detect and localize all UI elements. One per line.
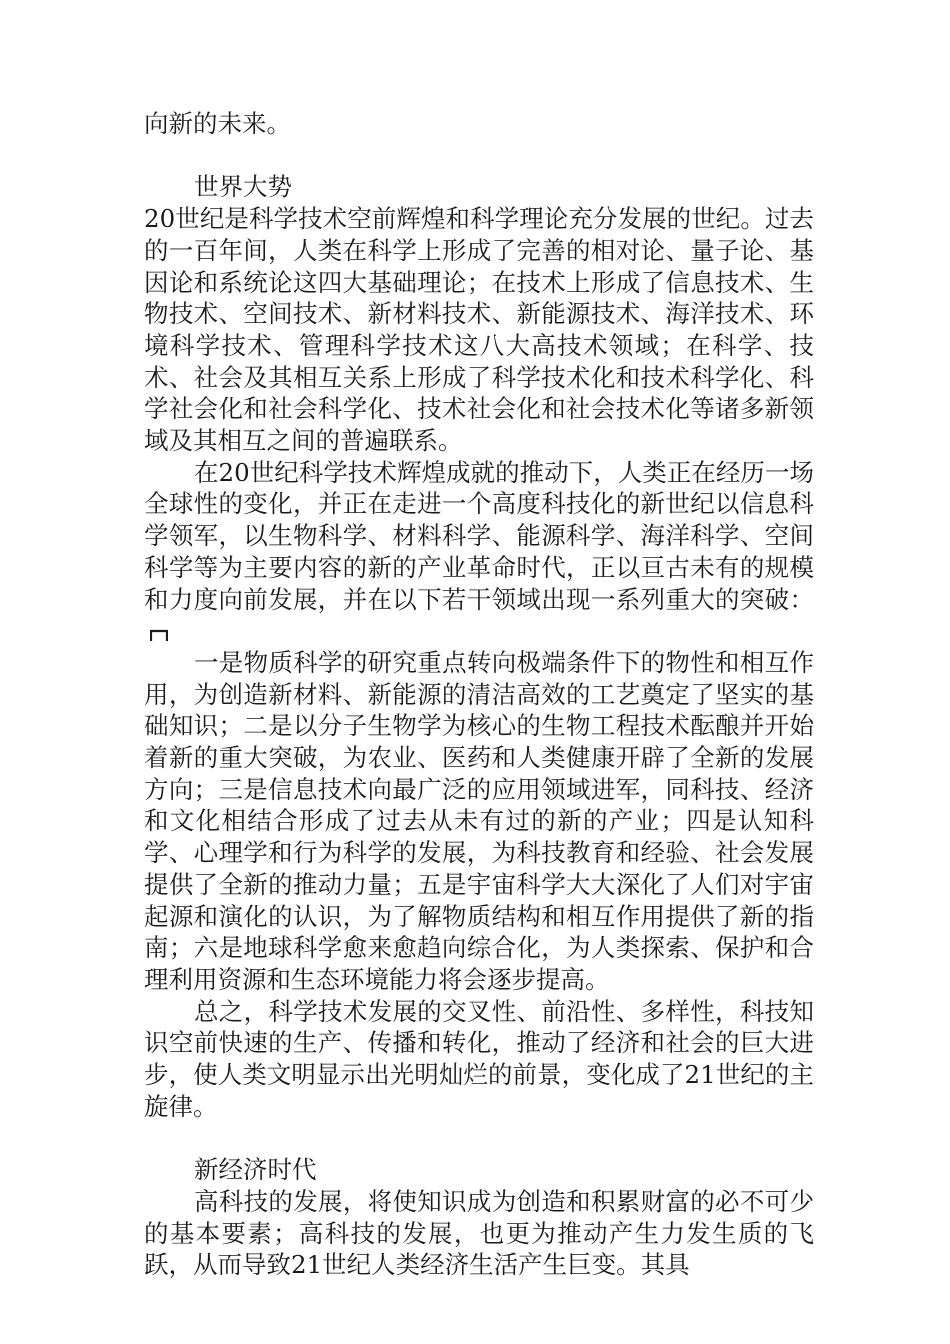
paragraph-conclusion: 总之，科学技术发展的交叉性、前沿性、多样性，科技知识空前快速的生产、传播和转化，推动了经济和社会的巨大进步，使人类文明显示出光明灿烂的前景，变化成了21世纪的主旋律。	[144, 996, 814, 1121]
paragraph-gap	[144, 1122, 814, 1154]
text-cursor-icon	[150, 628, 168, 642]
section-heading-world-trend: 世界大势	[194, 172, 292, 202]
opening-line: 向新的未来。	[144, 109, 291, 138]
paragraph-global-change-text: 在20世纪科学技术辉煌成就的推动下，人类正在经历一场全球性的变化，并正在走进一个高度科技化的新世纪以信息科学领军，以生物科学、材料科学、能源科学、海洋科学、空间科学等为主要内容的新的产业革命时代，正以亘古未有的规模和力度向前发展，并在以下若干领域出现一系列重大的突破：	[144, 457, 814, 614]
document-body	[144, 108, 814, 1281]
section-heading-new-economy: 新经济时代	[194, 1155, 317, 1185]
paragraph-breakthroughs: 一是物质科学的研究重点转向极端条件下的物性和相互作用，为创造新材料、新能源的清洁高效的工艺奠定了坚实的基础知识；二是以分子生物学为核心的生物工程技术酝酿并开始着新的重大突破，为农业、医药和人类健康开辟了全新的发展方向；三是信息技术向最广泛的应用领域进军，同科技、经济和文化相结合形成了过去从未有过的新的产业；四是认知科学、心理学和行为科学的发展，为科技教育和经验、社会发展提供了全新的推动力量；五是宇宙科学大大深化了人们对宇宙起源和演化的认识，为了解物质结构和相互作用提供了新的指南；六是地球科学愈来愈趋向综合化，为人类探索、保护和合理利用资源和生态环境能力将会逐步提高。	[144, 647, 814, 994]
paragraph-global-change	[144, 457, 814, 647]
paragraph-high-tech: 高科技的发展，将使知识成为创造和积累财富的必不可少的基本要素；高科技的发展，也更为推动产生力发生质的飞跃，从而导致21世纪人类经济生活产生巨变。其具	[144, 1186, 814, 1280]
paragraph-gap	[144, 140, 814, 172]
paragraph-20th-century: 20世纪是科学技术空前辉煌和科学理论充分发展的世纪。过去的一百年间，人类在科学上形成了完善的相对论、量子论、基因论和系统论这四大基础理论；在技术上形成了信息技术、生物技术、空间技术、新材料技术、新能源技术、海洋技术、环境科学技术、管理科学技术这八大高技术领域；在科学、技术、社会及其相互关系上形成了科学技术化和技术科学化、科学社会化和社会科学化、技术社会化和社会技术化等诸多新领域及其相互之间的普遍联系。	[144, 204, 814, 456]
